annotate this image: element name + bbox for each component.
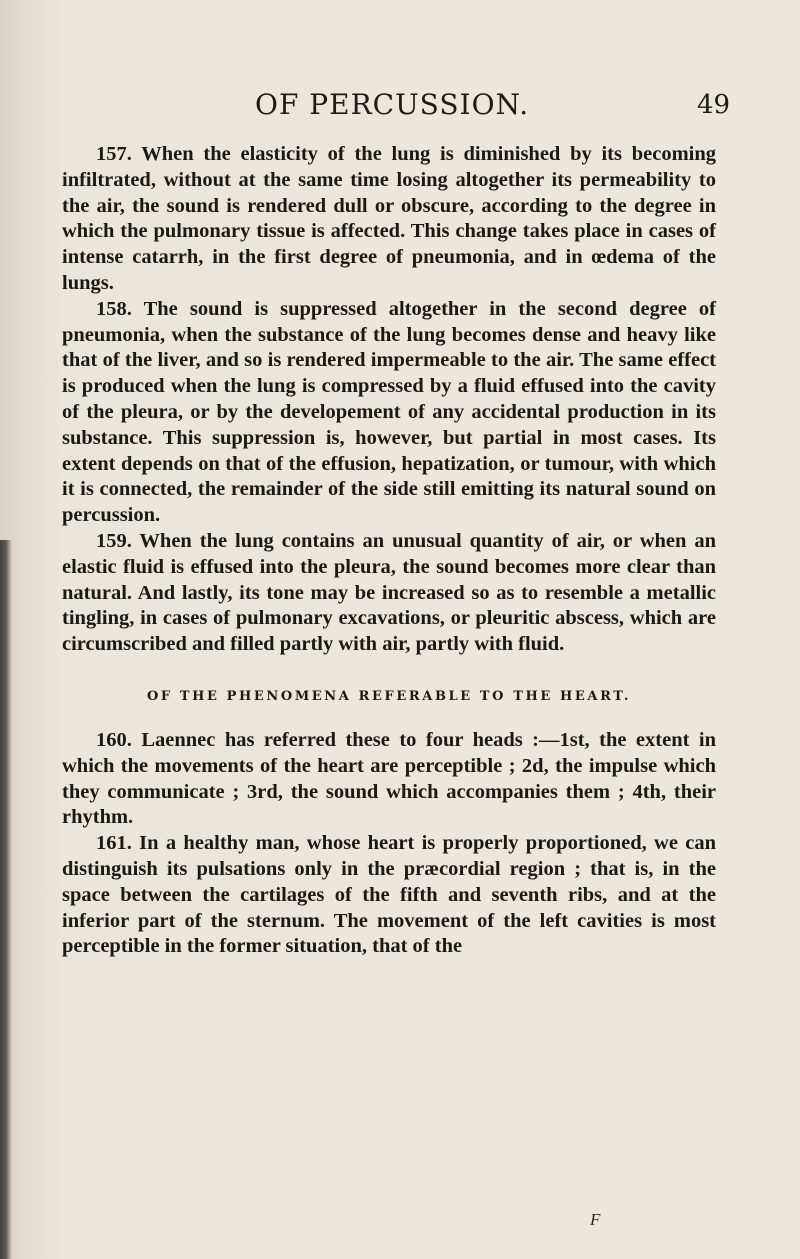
paragraph-159: 159. When the lung contains an unusual quantity of air, or when an elastic fluid is effused into the pleura, the sound becomes more clear than natural. And lastly, its tone may be increased so as to resemble a metallic tingling, in cases of pulmonary excavations, or pleuritic abscess, which are circumscribed and filled partly with air, partly with fluid. [62,529,716,656]
running-title: OF PERCUSSION. [255,88,530,121]
paragraph-157: 157. When the elasticity of the lung is diminished by its becoming infiltrated, without at the same time losing altogether its permeability to the air, the sound is rendered dull or obscure, according to the degree in which the pulmonary tissue is affected. This change takes place in cases of intense catarrh, in the first degree of pneumonia, and in œdema of the lungs. [62,143,716,294]
body-text [62,142,716,960]
paragraph-161: 161. In a healthy man, whose heart is properly proportioned, we can distinguish its pulsations only in the præcordial region ; that is, in the space between the cartilages of the fifth and seventh ribs, and at the inferior part of the sternum. The movement of the left cavities is most perceptible in the former situation, that of the [62,832,716,958]
signature-mark: F [590,1210,601,1229]
binding-edge [0,540,12,1259]
paragraph-158: 158. The sound is suppressed altogether in the second degree of pneumonia, when the substance of the lung becomes dense and heavy like that of the liver, and so is rendered impermeable to the air. The same effect is produced when the lung is compressed by a fluid effused into the cavity of the pleura, or by the developement of any accidental production in its substance. This suppression is, however, but partial in most cases. Its extent depends on that of the effusion, hepatization, or tumour, with which it is connected, the remainder of the side still emitting its natural sound on percussion. [62,297,716,527]
page-number: 49 [697,90,731,120]
page-header [0,88,800,128]
section-heading: OF THE PHENOMENA REFERABLE TO THE HEART. [146,688,632,704]
paragraph-160: 160. Laennec has referred these to four heads :—1st, the extent in which the movements of the heart are perceptible ; 2d, the impulse which they communicate ; 3rd, the sound which accompanies them ; 4th, their rhythm. [62,728,716,829]
